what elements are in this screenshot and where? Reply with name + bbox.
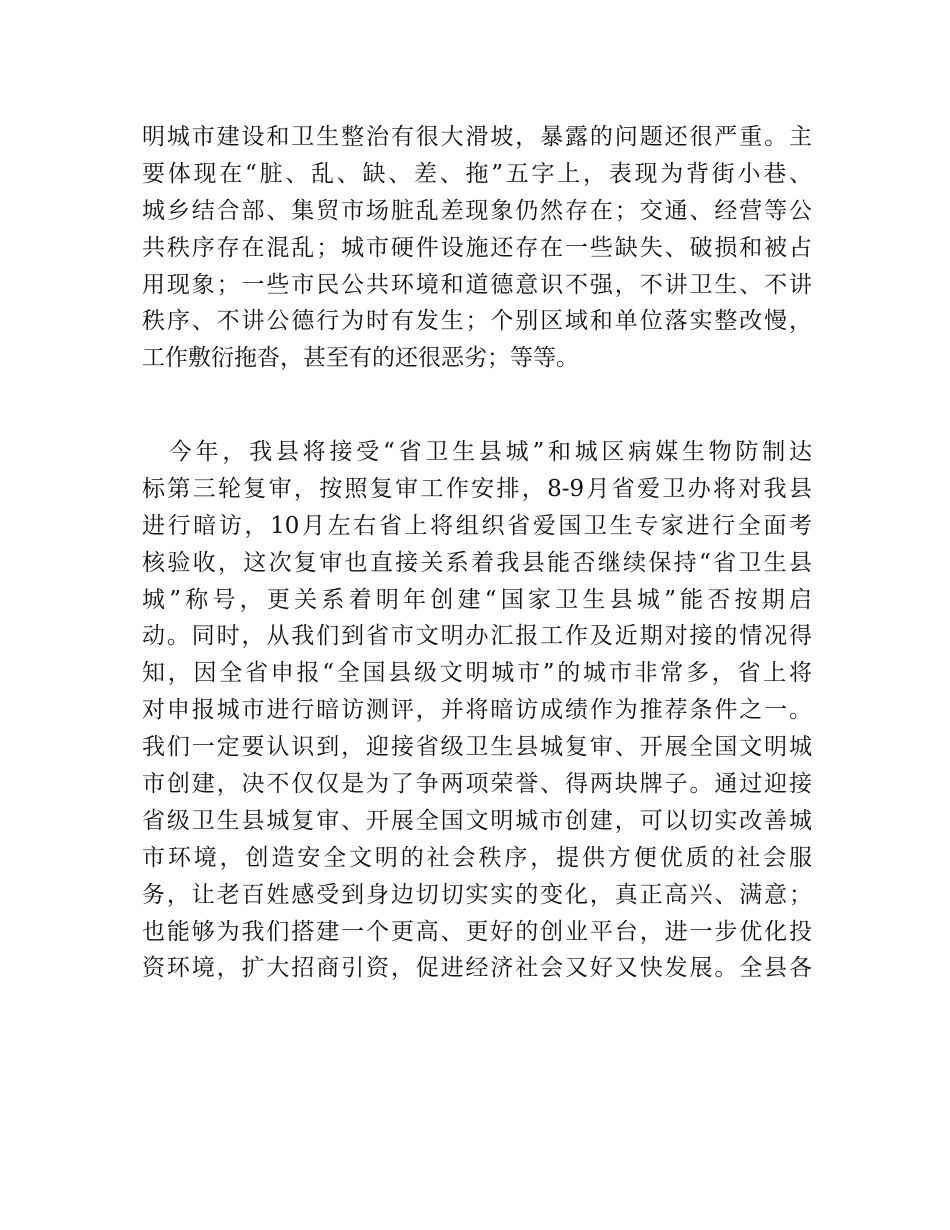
text-line: 务，让老百姓感受到身边切切实实的变化，真正高兴、满意； bbox=[142, 881, 812, 908]
text-line: 要体现在“脏、乱、缺、差、拖”五字上，表现为背街小巷、 bbox=[142, 160, 812, 187]
text-line: 资环境，扩大招商引资，促进经济社会又好又快发展。全县各 bbox=[142, 955, 812, 982]
text-line: 工作敷衍拖沓，甚至有的还很恶劣；等等。 bbox=[142, 345, 579, 372]
text-line: 市环境，创造安全文明的社会秩序，提供方便优质的社会服 bbox=[142, 844, 812, 871]
text-line: 也能够为我们搭建一个更高、更好的创业平台，进一步优化投 bbox=[142, 918, 812, 945]
text-line: 标第三轮复审，按照复审工作安排，8-9月省爱卫办将对我县 bbox=[142, 475, 812, 502]
text-line: 知，因全省申报“全国县级文明城市”的城市非常多，省上将 bbox=[142, 660, 812, 687]
text-line: 用现象；一些市民公共环境和道德意识不强，不讲卫生、不讲 bbox=[142, 271, 812, 298]
text-line: 市创建，决不仅仅是为了争两项荣誉、得两块牌子。通过迎接 bbox=[142, 771, 812, 798]
paragraph-2 bbox=[142, 434, 812, 987]
text-line: 城乡结合部、集贸市场脏乱差现象仍然存在；交通、经营等公 bbox=[142, 197, 812, 224]
paragraph-1 bbox=[142, 119, 812, 377]
text-line: 进行暗访，10月左右省上将组织省爱国卫生专家进行全面考 bbox=[142, 512, 812, 539]
text-line: 明城市建设和卫生整治有很大滑坡，暴露的问题还很严重。主 bbox=[142, 124, 812, 150]
text-line: 动。同时，从我们到省市文明办汇报工作及近期对接的情况得 bbox=[142, 623, 812, 650]
text-line: 核验收，这次复审也直接关系着我县能否继续保持“省卫生县 bbox=[142, 549, 812, 576]
text-line: 今年，我县将接受“省卫生县城”和城区病媒生物防制达 bbox=[142, 439, 812, 465]
text-line: 秩序、不讲公德行为时有发生；个别区域和单位落实整改慢， bbox=[142, 308, 812, 335]
text-line: 我们一定要认识到，迎接省级卫生县城复审、开展全国文明城 bbox=[142, 734, 812, 761]
text-line: 省级卫生县城复审、开展全国文明城市创建，可以切实改善城 bbox=[142, 807, 812, 834]
text-line: 共秩序存在混乱；城市硬件设施还存在一些缺失、破损和被占 bbox=[142, 234, 812, 261]
text-line: 城”称号，更关系着明年创建“国家卫生县城”能否按期启 bbox=[142, 586, 812, 613]
text-line: 对申报城市进行暗访测评，并将暗访成绩作为推荐条件之一。 bbox=[142, 697, 812, 724]
